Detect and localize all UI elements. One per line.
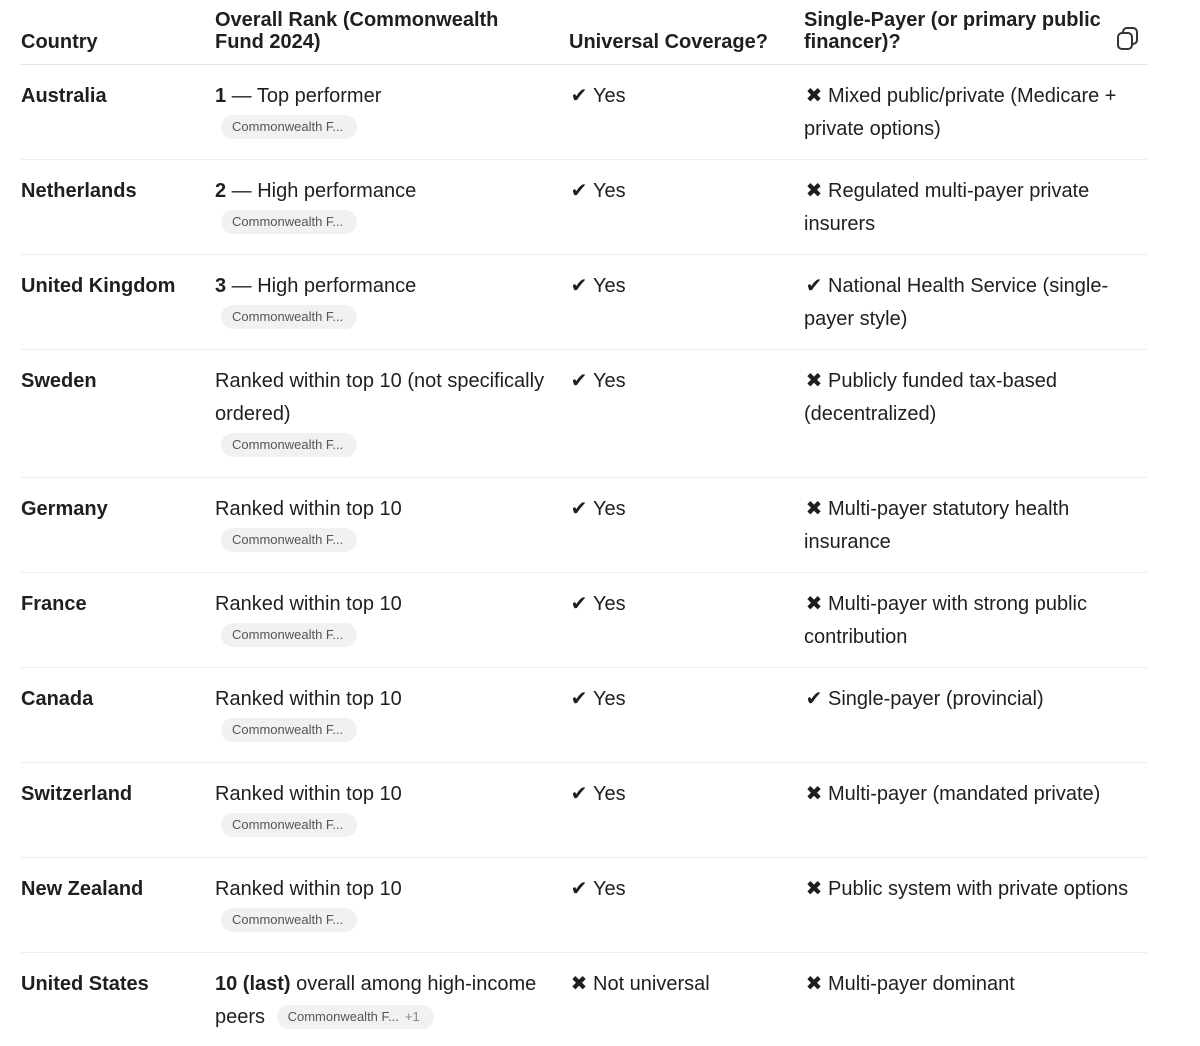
cross-icon: ✖: [805, 84, 823, 107]
rank-description: Ranked within top 10: [215, 782, 402, 805]
table-header-row: [21, 0, 1147, 64]
coverage-cell: [569, 159, 804, 254]
citation-pill[interactable]: [221, 718, 357, 742]
coverage-value: Not universal: [593, 972, 710, 995]
cross-icon: ✖: [805, 497, 823, 520]
country-name: New Zealand: [21, 877, 144, 900]
cross-icon: ✖: [805, 179, 823, 202]
table-row: [21, 667, 1147, 762]
cross-icon: ✖: [805, 972, 823, 995]
country-name: Germany: [21, 497, 108, 520]
coverage-cell: [569, 857, 804, 952]
citation-pill[interactable]: [221, 115, 357, 139]
check-icon: ✔: [570, 877, 588, 900]
citation-label: Commonwealth F...: [232, 531, 344, 547]
rank-number: 3: [215, 274, 227, 297]
coverage-value: Yes: [593, 687, 626, 710]
rank-cell: [215, 952, 569, 1046]
payer-value: Public system with private options: [828, 877, 1129, 900]
payer-value: Multi-payer with strong public contribution: [804, 592, 1087, 648]
table-row: [21, 349, 1147, 477]
rank-description: Ranked within top 10 (not specifically ordered): [215, 369, 545, 425]
payer-cell: [804, 159, 1147, 254]
rank-cell: [215, 572, 569, 667]
rank-description: — High performance: [226, 179, 417, 202]
country-name: Australia: [21, 84, 107, 107]
table-row: [21, 254, 1147, 349]
coverage-value: Yes: [593, 84, 626, 107]
coverage-cell: [569, 762, 804, 857]
cross-icon: ✖: [805, 782, 823, 805]
table-row: [21, 572, 1147, 667]
rank-cell: [215, 349, 569, 477]
country-cell: [21, 349, 215, 477]
rank-number: 1: [215, 84, 227, 107]
citation-pill[interactable]: [221, 528, 357, 552]
rank-description: Ranked within top 10: [215, 497, 402, 520]
country-cell: [21, 159, 215, 254]
payer-cell: [804, 857, 1147, 952]
rank-cell: [215, 762, 569, 857]
country-name: United Kingdom: [21, 274, 176, 297]
cross-icon: ✖: [570, 972, 588, 995]
rank-description: Ranked within top 10: [215, 592, 402, 615]
table-row: [21, 159, 1147, 254]
country-name: France: [21, 592, 87, 615]
coverage-cell: [569, 254, 804, 349]
health-systems-table: [21, 0, 1147, 1046]
citation-extra-count: +1: [404, 1009, 420, 1025]
check-icon: ✔: [805, 274, 823, 297]
table-row: [21, 857, 1147, 952]
coverage-value: Yes: [593, 497, 626, 520]
payer-value: Publicly funded tax-based (decentralized): [804, 369, 1058, 425]
payer-cell: [804, 477, 1147, 572]
coverage-cell: [569, 572, 804, 667]
citation-label: Commonwealth F...: [232, 213, 344, 229]
payer-cell: [804, 762, 1147, 857]
citation-pill[interactable]: [277, 1005, 434, 1029]
header-rank: Overall Rank (Commonwealth Fund 2024): [215, 0, 569, 64]
table-row: [21, 64, 1147, 159]
cross-icon: ✖: [805, 877, 823, 900]
coverage-value: Yes: [593, 179, 626, 202]
check-icon: ✔: [570, 84, 588, 107]
check-icon: ✔: [570, 369, 588, 392]
payer-cell: [804, 572, 1147, 667]
rank-cell: [215, 667, 569, 762]
country-cell: [21, 477, 215, 572]
rank-number: 2: [215, 179, 227, 202]
check-icon: ✔: [570, 592, 588, 615]
rank-description: Ranked within top 10: [215, 687, 402, 710]
table-row: [21, 762, 1147, 857]
table-row: [21, 952, 1147, 1046]
check-icon: ✔: [570, 274, 588, 297]
check-icon: ✔: [570, 782, 588, 805]
coverage-cell: [569, 349, 804, 477]
coverage-value: Yes: [593, 369, 626, 392]
citation-pill[interactable]: [221, 813, 357, 837]
citation-pill[interactable]: [221, 433, 357, 457]
payer-cell: [804, 667, 1147, 762]
citation-label: Commonwealth F...: [287, 1009, 399, 1025]
check-icon: ✔: [570, 687, 588, 710]
citation-label: Commonwealth F...: [232, 626, 344, 642]
header-payer: Single-Payer (or primary public financer)?: [804, 0, 1147, 64]
payer-value: National Health Service (single-payer style): [804, 274, 1109, 330]
payer-value: Mixed public/private (Medicare + private options): [804, 84, 1117, 140]
header-coverage: Universal Coverage?: [569, 0, 804, 64]
payer-value: Multi-payer statutory health insurance: [804, 497, 1070, 553]
citation-label: Commonwealth F...: [232, 911, 344, 927]
citation-pill[interactable]: [221, 210, 357, 234]
country-cell: [21, 667, 215, 762]
country-cell: [21, 762, 215, 857]
rank-number: 10 (last): [215, 972, 291, 995]
payer-cell: [804, 64, 1147, 159]
coverage-value: Yes: [593, 877, 626, 900]
payer-value: Multi-payer (mandated private): [828, 782, 1101, 805]
payer-value: Regulated multi-payer private insurers: [804, 179, 1090, 235]
coverage-cell: [569, 952, 804, 1046]
rank-cell: [215, 64, 569, 159]
payer-value: Multi-payer dominant: [828, 972, 1015, 995]
rank-cell: [215, 254, 569, 349]
coverage-value: Yes: [593, 782, 626, 805]
rank-cell: [215, 477, 569, 572]
coverage-cell: [569, 477, 804, 572]
country-cell: [21, 64, 215, 159]
rank-cell: [215, 159, 569, 254]
coverage-value: Yes: [593, 592, 626, 615]
citation-label: Commonwealth F...: [232, 308, 344, 324]
rank-description: — Top performer: [226, 84, 382, 107]
payer-cell: [804, 254, 1147, 349]
check-icon: ✔: [570, 497, 588, 520]
check-icon: ✔: [805, 687, 823, 710]
cross-icon: ✖: [805, 369, 823, 392]
rank-description: overall among high-income peers: [215, 972, 537, 1028]
citation-pill[interactable]: [221, 623, 357, 647]
rank-cell: [215, 857, 569, 952]
header-country: Country: [21, 0, 215, 64]
country-cell: [21, 857, 215, 952]
country-name: Canada: [21, 687, 94, 710]
country-name: Switzerland: [21, 782, 133, 805]
country-name: Netherlands: [21, 179, 137, 202]
coverage-value: Yes: [593, 274, 626, 297]
payer-cell: [804, 349, 1147, 477]
citation-pill[interactable]: [221, 305, 357, 329]
payer-cell: [804, 952, 1147, 1046]
country-name: Sweden: [21, 369, 97, 392]
coverage-cell: [569, 64, 804, 159]
rank-description: Ranked within top 10: [215, 877, 402, 900]
citation-label: Commonwealth F...: [232, 118, 344, 134]
citation-label: Commonwealth F...: [232, 721, 344, 737]
country-cell: [21, 572, 215, 667]
country-cell: [21, 952, 215, 1046]
citation-label: Commonwealth F...: [232, 436, 344, 452]
cross-icon: ✖: [805, 592, 823, 615]
citation-label: Commonwealth F...: [232, 816, 344, 832]
citation-pill[interactable]: [221, 908, 357, 932]
coverage-cell: [569, 667, 804, 762]
country-name: United States: [21, 972, 149, 995]
check-icon: ✔: [570, 179, 588, 202]
payer-value: Single-payer (provincial): [828, 687, 1044, 710]
table-row: [21, 477, 1147, 572]
country-cell: [21, 254, 215, 349]
rank-description: — High performance: [226, 274, 417, 297]
